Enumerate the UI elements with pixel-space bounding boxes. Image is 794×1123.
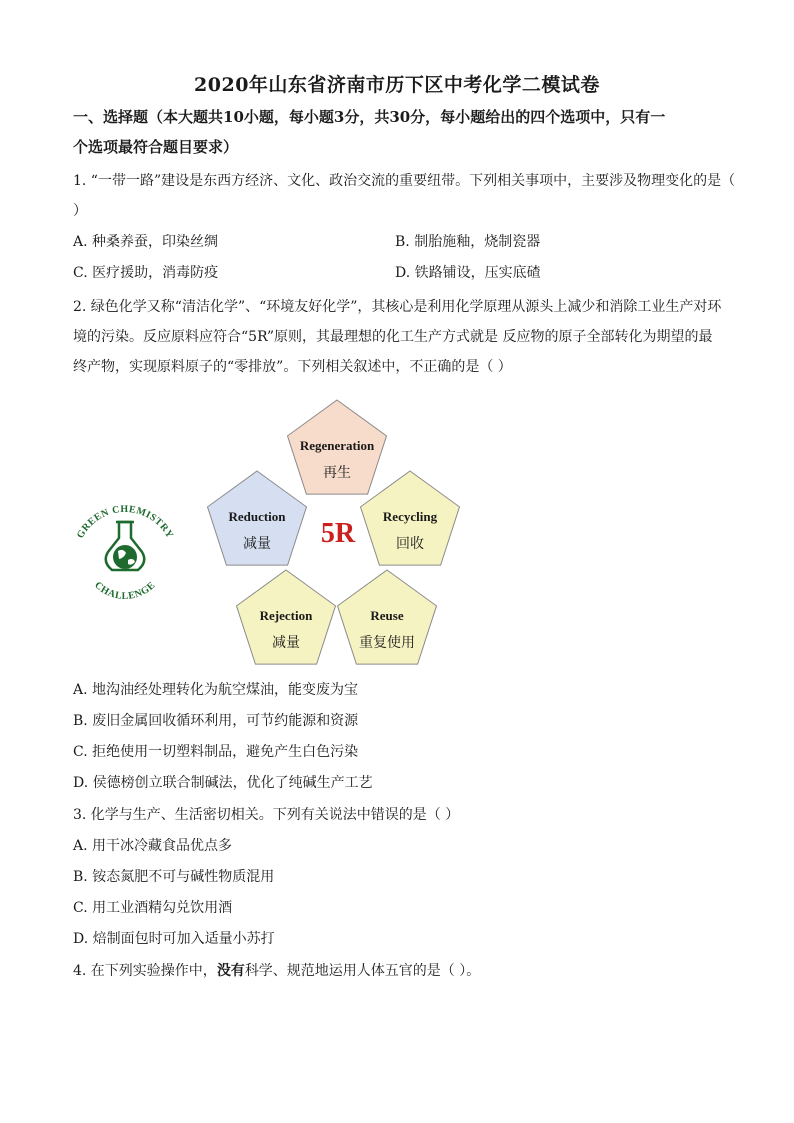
section-heading-line2: 个选项最符合题目要求） <box>73 138 239 156</box>
q4-stem-bold: 没有 <box>216 963 245 979</box>
q4-stem <box>73 956 733 986</box>
page-title: 2020年山东省济南市历下区中考化学二模试卷 <box>194 74 600 96</box>
q1-option-d: D. 铁路铺设，压实底碴 <box>395 265 541 281</box>
q3-stem: 3. 化学与生产、生活密切相关。下列有关说法中错误的是（ ） <box>73 807 460 823</box>
q2-stem-line2: 境的污染。反应原料应符合“5R”原则，其最理想的化工生产方式就是 反应物的原子全部转化为期望的最 <box>73 329 713 345</box>
pentagon-chinese-label: 再生 <box>323 465 351 481</box>
pentagon-reduction <box>208 471 307 565</box>
pentagon-english-label: Reuse <box>370 608 404 623</box>
q4-stem-pre: 4. 在下列实验操作中， <box>73 963 217 979</box>
q1-option-a: A. 种桑养蚕，印染丝绸 <box>73 234 219 250</box>
q2-option-b: B. 废旧金属回收循环利用，可节约能源和资源 <box>73 713 359 729</box>
green-chemistry-5r-diagram <box>72 390 472 670</box>
q2-stem-line3: 终产物，实现原料原子的“零排放”。下列相关叙述中，不正确的是（ ） <box>73 359 512 375</box>
pentagon-chinese-label: 减量 <box>272 635 300 651</box>
q1-option-c: C. 医疗援助，消毒防疫 <box>73 265 219 281</box>
pentagon-english-label: Recycling <box>382 509 438 524</box>
logo-bottom-text: CHALLENGE <box>92 579 158 602</box>
svg-text:CHALLENGE <box>92 580 157 602</box>
q1-stem-line1: 1. “一带一路”建设是东西方经济、文化、政治交流的重要纽带。下列相关事项中，主要涉及物理变化的是（ <box>73 173 736 189</box>
q3-option-c: C. 用工业酒精勾兑饮用酒 <box>73 900 233 916</box>
pentagon-chinese-label: 回收 <box>396 536 424 552</box>
pentagon-chinese-label: 减量 <box>243 536 271 552</box>
center-5r-label: 5R <box>320 518 356 549</box>
q3-option-b: B. 铵态氮肥不可与碱性物质混用 <box>73 869 275 885</box>
q3-option-a: A. 用干冰冷藏食品优点多 <box>73 838 233 854</box>
pentagon-english-label: Reduction <box>228 509 286 524</box>
logo-top-text: GREEN CHEMISTRY <box>74 503 176 541</box>
q4-stem-post: 科学、规范地运用人体五官的是（ ）。 <box>244 963 481 979</box>
q1-option-b: B. 制胎施釉，烧制瓷器 <box>395 234 541 250</box>
pentagon-english-label: Rejection <box>259 608 313 623</box>
green-chemistry-logo-icon <box>75 504 175 602</box>
q2-stem-line1: 2. 绿色化学又称“清洁化学”、“环境友好化学”，其核心是利用化学原理从源头上减少和消除工业生产对环 <box>73 299 722 315</box>
pentagon-english-label: Regeneration <box>299 438 375 453</box>
q3-option-d: D. 焙制面包时可加入适量小苏打 <box>73 931 275 947</box>
q2-option-d: D. 侯德榜创立联合制碱法，优化了纯碱生产工艺 <box>73 775 373 791</box>
pentagon-chinese-label: 重复使用 <box>359 635 415 651</box>
q2-option-c: C. 拒绝使用一切塑料制品，避免产生白色污染 <box>73 744 359 760</box>
pentagon-reuse <box>338 570 437 664</box>
pentagon-rejection <box>237 570 336 664</box>
q2-option-a: A. 地沟油经处理转化为航空煤油，能变废为宝 <box>73 682 359 698</box>
section-heading-line1: 一、选择题（本大题共10小题，每小题3分，共30分，每小题给出的四个选项中，只有一 <box>73 108 666 126</box>
pentagon-recycling <box>361 471 460 565</box>
pentagon-regeneration <box>288 400 387 494</box>
q1-stem-line2: ） <box>73 203 87 219</box>
